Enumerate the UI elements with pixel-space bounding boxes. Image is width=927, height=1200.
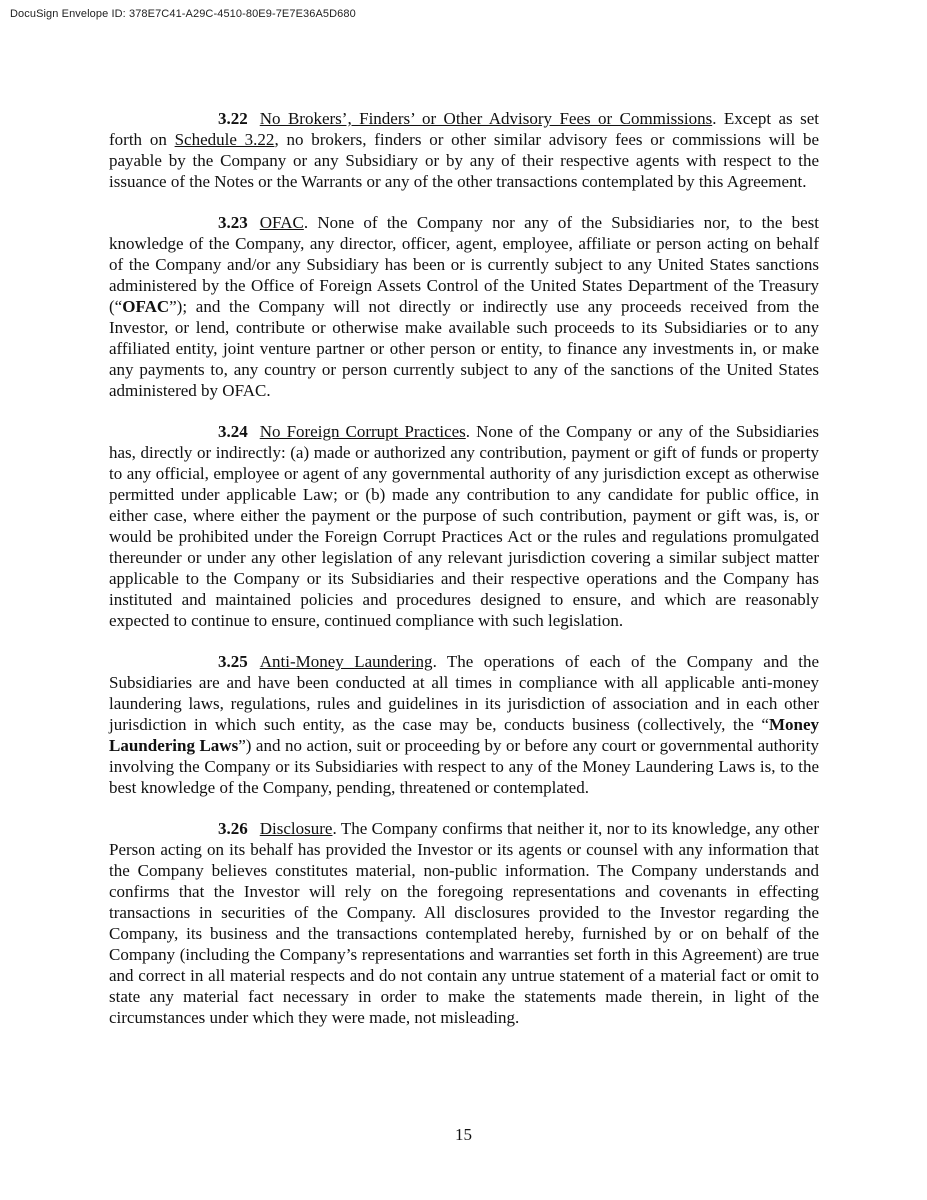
section-text: . The operations of each of the Company and the Subsidiaries are and have been conducted at all times in compliance with all applicable anti-money laundering laws, regulations, rules and guidelines in its jurisdiction of association and in each other jurisdiction in which such entity, as the case may be, conducts business (collectively, the “	[109, 652, 819, 734]
section-number: 3.25	[218, 652, 248, 671]
defined-term: OFAC	[122, 297, 170, 316]
section-title: Disclosure	[259, 819, 333, 838]
section-title: OFAC	[259, 213, 304, 232]
section-3-22	[109, 108, 819, 192]
section-text: . None of the Company or any of the Subsidiaries has, directly or indirectly: (a) made or authorized any contribution, payment or gift of funds or property to any official, employee or agent of any governmental authority of any jurisdiction except as otherwise permitted under applicable Law; or (b) made any contribution to any candidate for public office, in either case, where either the payment or the purpose of such contribution, payment or gift was, is, or would be prohibited under the Foreign Corrupt Practices Act or the rules and regulations promulgated thereunder or under any other legislation of any relevant jurisdiction covering a similar subject matter applicable to the Company or its Subsidiaries and their respective operations and the Company has instituted and maintained policies and procedures designed to ensure, and which are reasonably expected to continue to ensure, continued compliance with such legislation.	[109, 422, 819, 630]
section-3-24	[109, 421, 819, 631]
section-text: . Except as set forth on	[109, 109, 819, 149]
section-title: No Brokers’, Finders’ or Other Advisory Fees or Commissions	[259, 109, 713, 128]
section-text: ”) and no action, suit or proceeding by or before any court or governmental authority involving the Company or its Subsidiaries with respect to any of the Money Laundering Laws is, to the best knowledge of the Company, pending, threatened or contemplated.	[109, 736, 819, 797]
section-number: 3.23	[218, 213, 248, 232]
section-text: . None of the Company nor any of the Subsidiaries nor, to the best knowledge of the Company, any director, officer, agent, employee, affiliate or person acting on behalf of the Company and/or any Subsidiary has been or is currently subject to any United States sanctions administered by the Office of Foreign Assets Control of the United States Department of the Treasury (“	[109, 213, 819, 316]
envelope-id: 378E7C41-A29C-4510-80E9-7E7E36A5D680	[129, 8, 356, 20]
defined-term: Money Laundering Laws	[109, 715, 819, 755]
section-text: ”); and the Company will not directly or indirectly use any proceeds received from the Investor, or lend, contribute or otherwise make available such proceeds to its Subsidiaries or to any affiliated entity, joint venture partner or other person or entity, to finance any investments in, or make any payments to, any country or person currently subject to any of the sanctions of the United States administered by OFAC.	[109, 297, 819, 400]
section-text: , no brokers, finders or other similar advisory fees or commissions will be payable by the Company or any Subsidiary or by any of their respective agents with respect to the issuance of the Notes or the Warrants or any of the other transactions contemplated by this Agreement.	[109, 130, 819, 191]
section-number: 3.26	[218, 819, 248, 838]
docusign-envelope-header	[10, 8, 356, 20]
section-title: Anti-Money Laundering	[259, 652, 433, 671]
section-number: 3.24	[218, 422, 248, 441]
page-number: 15	[455, 1125, 472, 1144]
section-3-26	[109, 818, 819, 1028]
section-text: . The Company confirms that neither it, nor to its knowledge, any other Person acting on its behalf has provided the Investor or its agents or counsel with any information that the Company believes constitutes material, non-public information. The Company understands and confirms that the Investor will rely on the foregoing representations and covenants in effecting transactions in securities of the Company. All disclosures provided to the Investor regarding the Company, its business and the transactions contemplated hereby, furnished by or on behalf of the Company (including the Company’s representations and warranties set forth in this Agreement) are true and correct in all material respects and do not contain any untrue statement of a material fact or omit to state any material fact necessary in order to make the statements made therein, in light of the circumstances under which they were made, not misleading.	[109, 819, 819, 1027]
section-3-23	[109, 212, 819, 401]
section-title: No Foreign Corrupt Practices	[259, 422, 466, 441]
section-3-25	[109, 651, 819, 798]
envelope-label: DocuSign Envelope ID:	[10, 8, 129, 20]
document-body	[109, 108, 819, 1048]
schedule-reference: Schedule 3.22	[174, 130, 275, 149]
section-number: 3.22	[218, 109, 248, 128]
